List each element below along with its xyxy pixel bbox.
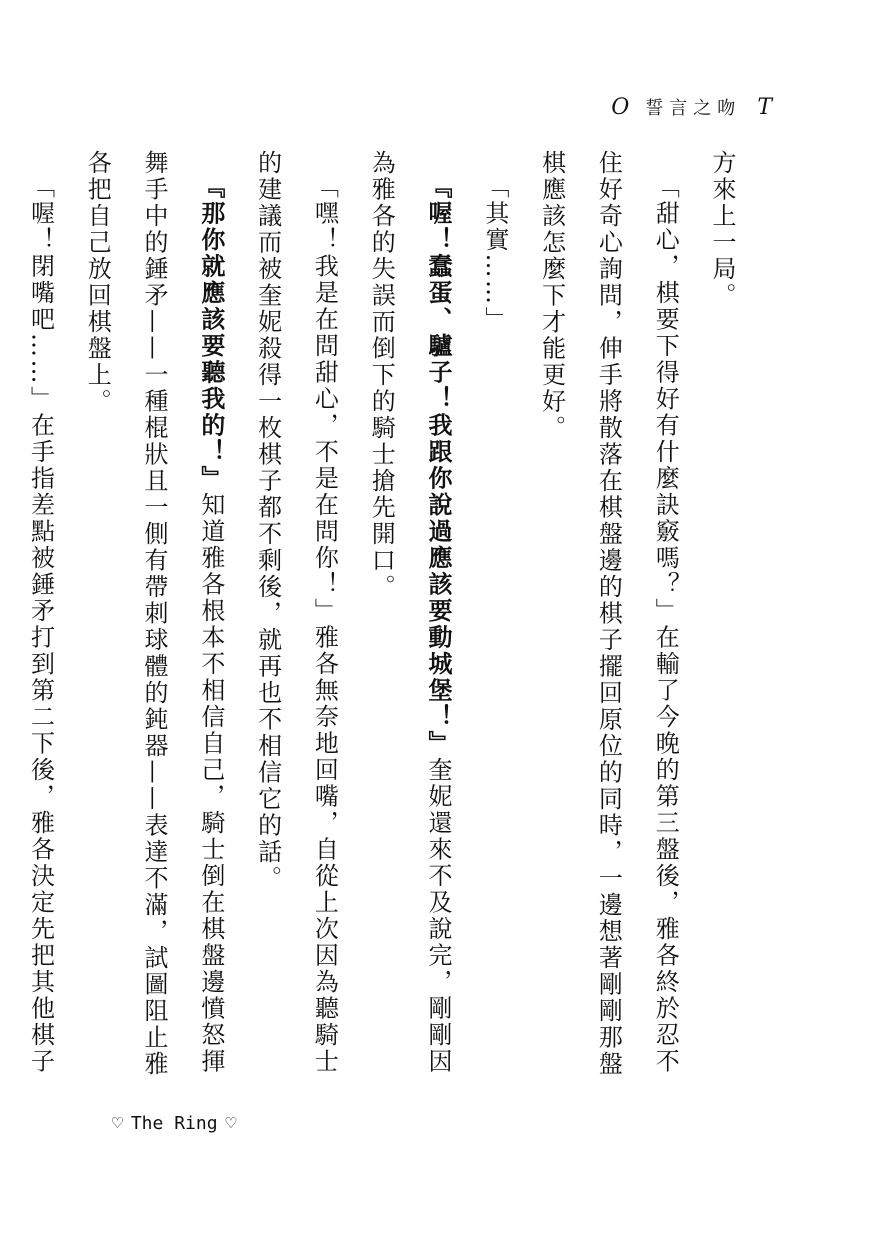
vertical-body-text [26, 150, 750, 1080]
paragraph-text: 「嘿！我是在問甜心，不是在問你！」雅各無奈地回嘴，自從上次因為聽騎士的建議而被奎妮殺得一枚棋子都不剩後，就再也不相信它的話。 [253, 150, 339, 1075]
paragraph-text: 「甜心，棋要下得好有什麼訣竅嗎？」在輸了今晚的第三盤後，雅各終於忍不住好奇心詢問，伸手將散落在棋盤邊的棋子擺回原位的同時，一邊想著剛剛那盤棋應該怎麼下才能更好。 [537, 150, 680, 1078]
header-ornament-right: T [757, 94, 772, 120]
running-footer [112, 1113, 236, 1134]
header-ornament-left: O [611, 94, 630, 120]
paragraph-3 [466, 150, 523, 1080]
paragraph-6 [68, 150, 238, 1080]
knight-speech: 『喔！蠢蛋、驢子！我跟你說過應該要動城堡！』 [424, 174, 453, 757]
paragraph-1 [693, 150, 750, 1080]
book-title: 誓言之吻 [645, 98, 742, 119]
heart-icon: ♡ [112, 1113, 123, 1134]
paragraph-2 [523, 150, 693, 1080]
paragraph-text: 「其實……」 [480, 174, 509, 333]
paragraph-text: 奎妮還來不及說完，剛剛因為雅各的失誤而倒下的騎士搶先開口。 [367, 150, 453, 1075]
paragraph-text: 「喔！閉嘴吧……」在手指差點被錘矛打到第二下後，雅各決定先把其他棋子 [26, 174, 55, 1075]
paragraph-5 [239, 150, 353, 1080]
paragraph-4 [352, 150, 466, 1080]
footer-label: The Ring [130, 1113, 218, 1134]
knight-speech: 『那你就應該要聽我的！』 [196, 174, 225, 492]
paragraph-text: 方來上一局。 [708, 150, 736, 309]
paragraph-7 [0, 150, 68, 1080]
running-header [611, 94, 772, 120]
heart-icon: ♡ [225, 1113, 237, 1134]
paragraph-text: 知道雅各根本不相信自己，騎士倒在棋盤邊憤怒揮舞手中的錘矛——一種棍狀且一側有帶刺球體的鈍器——表達不滿，試圖阻止雅各把自己放回棋盤上。 [83, 150, 225, 1078]
